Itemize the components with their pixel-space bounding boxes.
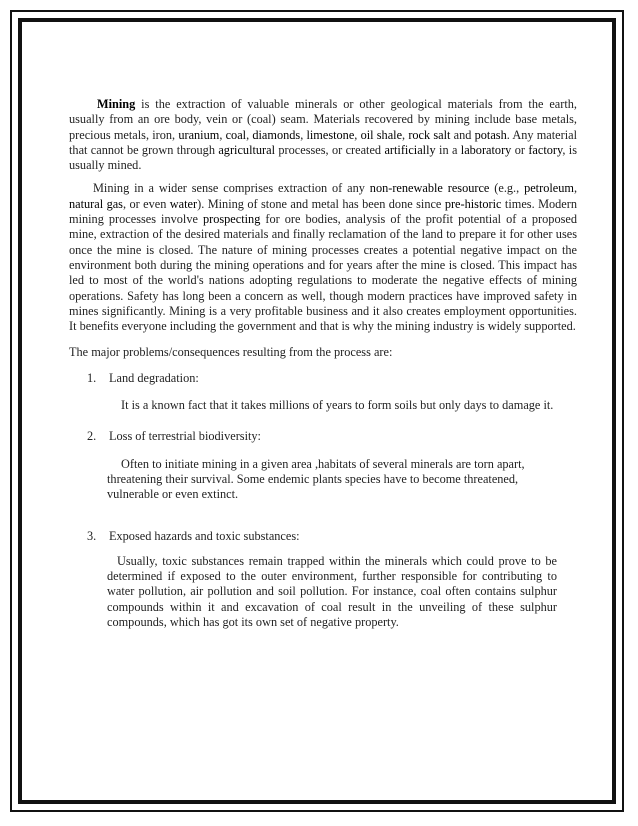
term-mining: Mining bbox=[97, 97, 136, 111]
list-item-title: Loss of terrestrial biodiversity: bbox=[109, 429, 261, 444]
list-item-land-degradation bbox=[87, 371, 577, 386]
link-pre-historic[interactable]: pre-historic bbox=[444, 196, 502, 211]
list-item-title: Land degradation: bbox=[109, 370, 199, 385]
link-rock-salt[interactable]: rock salt bbox=[408, 127, 451, 142]
list-item-title: Exposed hazards and toxic substances: bbox=[109, 528, 300, 543]
problems-intro: The major problems/consequences resulting from the process are: bbox=[69, 345, 393, 360]
link-coal[interactable]: coal bbox=[225, 127, 247, 142]
link-petroleum[interactable]: petroleum bbox=[524, 181, 574, 196]
link-prospecting[interactable]: prospecting bbox=[202, 212, 261, 227]
link-oil-shale[interactable]: oil shale bbox=[360, 127, 403, 142]
link-factory[interactable]: factory bbox=[528, 142, 563, 157]
link-artificially[interactable]: artificially bbox=[384, 142, 436, 157]
paragraph-mining-wider-sense: Mining in a wider sense comprises extraction of any non-renewable resource (e.g., petroleum, natural gas, or even water). Mining of stone and metal has been done since pre-historic times. Modern mining processes involve prospecting for ore bodies, analysis of the profit potential of a proposed mine, extraction of the desired materials and finally reclamation of the land to prepare it for other uses once the mine is closed. The nature of mining processes creates a potential negative impact on the environment both during the mining operations and for years after the mine is closed. This impact has led to most of the world's nations adopting regulations to moderate the negative effects of mining operations. Safety has long been a concern as well, though modern practices have improved safety in mines significantly. Mining is a very profitable business and it also creates employment opportunities. It benefits everyone including the government and that is why the mining industry is widely supported. bbox=[69, 181, 578, 334]
list-item-description: Usually, toxic substances remain trapped within the minerals which could prove to be determined if exposed to the outer environment, further responsible for contributing to water pollution, air pollution and soil pollution. For instance, coal often contains sulphur compounds within it and excavation of coal result in the unveiling of these sulphur compounds, which has got its own set of negative property. bbox=[107, 553, 557, 630]
link-laboratory[interactable]: laboratory bbox=[460, 142, 512, 157]
link-water[interactable]: water bbox=[169, 196, 198, 211]
list-number: 1. bbox=[87, 370, 97, 385]
link-uranium[interactable]: uranium bbox=[178, 127, 220, 142]
list-item-description: Often to initiate mining in a given area ,habitats of several minerals are torn apart, threatening their survival. Some endemic plants species have to become threatened, vulnerable or even extinct. bbox=[107, 456, 525, 502]
list-item-description: It is a known fact that it takes millions of years to form soils but only days to damage it. bbox=[121, 398, 554, 413]
paragraph-mining-definition: Mining is the extraction of valuable minerals or other geological materials from the earth, usually from an ore body, vein or (coal) seam. Materials recovered by mining include base metals, precious metals, iron, uranium, coal, diamonds, limestone, oil shale, rock salt and potash. Any material that cannot be grown through agricultural processes, or created artificially in a laboratory or factory, is usually mined. bbox=[69, 97, 577, 173]
list-number: 2. bbox=[87, 429, 97, 444]
link-potash[interactable]: potash bbox=[474, 127, 507, 142]
link-limestone[interactable]: limestone bbox=[306, 127, 355, 142]
document-body bbox=[69, 97, 577, 630]
link-natural-gas[interactable]: natural gas bbox=[69, 196, 123, 211]
link-diamonds[interactable]: diamonds bbox=[252, 127, 301, 142]
list-item-biodiversity-loss bbox=[87, 429, 577, 444]
link-agricultural[interactable]: agricultural bbox=[218, 142, 276, 157]
list-item-toxic-substances bbox=[87, 529, 577, 544]
list-number: 3. bbox=[87, 528, 97, 543]
link-non-renewable-resource[interactable]: non-renewable resource bbox=[369, 181, 490, 196]
